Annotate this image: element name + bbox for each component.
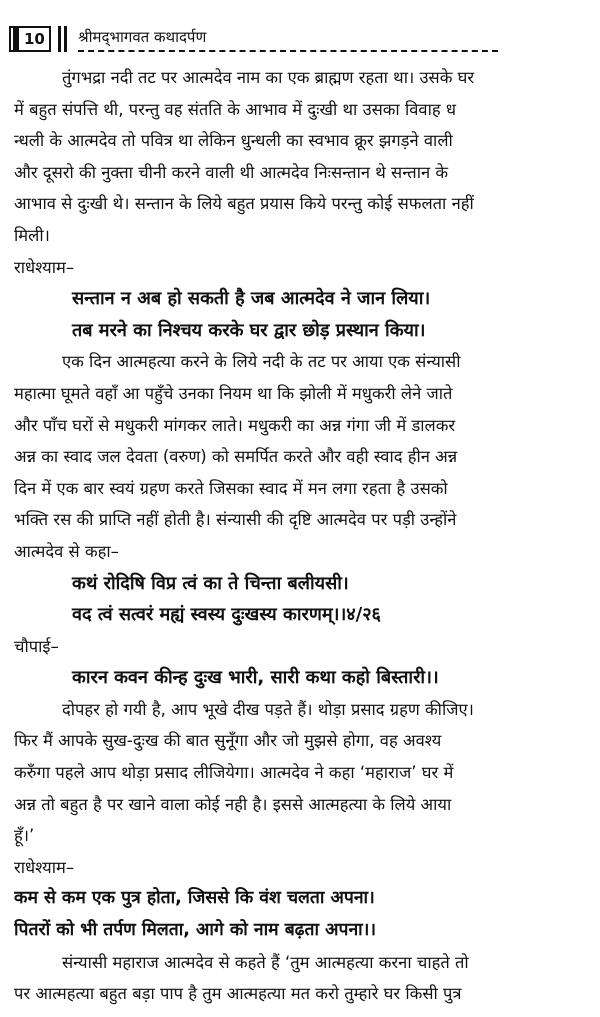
- page-number: 10: [24, 30, 45, 48]
- text-line: महात्मा घूमते वहाँ आ पहुँचे उनका नियम था कि झोली में मधुकरी लेने जाते: [14, 383, 453, 403]
- text-line: और पाँच घरों से मधुकरी मांगकर लाते। मधुकरी का अन्न गंगा जी में डालकर: [14, 415, 456, 435]
- text-line: फिर मैं आपके सुख-दुःख की बात सुनूँगा और जो मुझसे होगा, वह अवश्य: [14, 731, 442, 751]
- page-header: [0, 22, 600, 52]
- page-number-bar: [13, 28, 19, 50]
- text-line: में बहुत संपत्ति थी, परन्तु वह संतति के आभाव में दुःखी था उसका विवाह ध: [14, 99, 457, 119]
- text-line: चौपाई–: [14, 636, 59, 656]
- text-line: हूँ।’: [14, 826, 35, 846]
- text-line: एक दिन आत्महत्या करने के लिये नदी के तट पर आया एक संन्यासी: [62, 352, 461, 372]
- text-line: पर आत्महत्या बहुत बड़ा पाप है तुम आत्महत्या मत करो तुम्हारे घर किसी पुत्र: [14, 984, 462, 1004]
- text-line: और दूसरो की नुक्ता चीनी करने वाली थी आत्मदेव निःसन्तान थे सन्तान के: [14, 162, 449, 182]
- text-line: भक्ति रस की प्राप्ति नहीं होती है। संन्यासी की दृष्टि आत्मदेव पर पड़ी उन्होंने: [14, 510, 457, 530]
- text-line: संन्यासी महाराज आत्मदेव से कहते हैं ‘तुम आत्महत्या करना चाहते तो: [62, 952, 469, 972]
- text-line: पितरों को भी तर्पण मिलता, आगे को नाम बढ़ता अपना।।: [14, 920, 376, 941]
- page-number-box: [9, 26, 51, 52]
- text-line: कम से कम एक पुत्र होता, जिससे कि वंश चलता अपना।: [14, 888, 375, 909]
- text-line: आत्मदेव से कहा–: [14, 541, 119, 561]
- text-line: राधेश्याम–: [14, 257, 75, 277]
- header-rule: [58, 26, 61, 52]
- page-body: [14, 62, 592, 1010]
- text-line: अन्न तो बहुत है पर खाने वाला कोई नही है। इससे आत्महत्या के लिये आया: [14, 794, 452, 814]
- text-line: मिली।: [14, 225, 50, 245]
- header-dashed-rule: [78, 50, 498, 52]
- text-line: न्धली के आत्मदेव तो पवित्र था लेकिन धुन्धली का स्वभाव क्रूर झगड़ने वाली: [14, 131, 453, 151]
- text-line: दिन में एक बार स्वयं ग्रहण करते जिसका स्वाद में मन लगा रहता है उसको: [14, 478, 448, 498]
- text-line: राधेश्याम–: [14, 857, 75, 877]
- text-line: कारन कवन कीन्ह दुःख भारी, सारी कथा कहो बिस्तारी।।: [72, 667, 439, 689]
- text-line: आभाव से दुःखी थे। सन्तान के लिये बहुत प्रयास किये परन्तु कोई सफलता नहीं: [14, 194, 474, 214]
- text-line: वद त्वं सत्वरं मह्यं स्वस्य दुःखस्य कारणम्।।४/२६: [72, 604, 381, 626]
- text-line: करुँगा पहले आप थोड़ा प्रसाद लीजियेगा। आत्मदेव ने कहा ‘महाराज’ घर में: [14, 763, 454, 783]
- text-line: तब मरने का निश्चय करके घर द्वार छोड़ प्रस्थान किया।: [72, 319, 426, 341]
- text-line: अन्न का स्वाद जल देवता (वरुण) को समर्पित करते और वही स्वाद हीन अन्न: [14, 447, 458, 467]
- text-line: कथं रोदिषि विप्र त्वं का ते चिन्ता बलीयसी।: [72, 572, 349, 594]
- header-rule: [64, 26, 67, 52]
- text-line: दोपहर हो गयी है, आप भूखे दीख पड़ते हैं। थोड़ा प्रसाद ग्रहण कीजिए।: [62, 699, 474, 719]
- text-line: तुंगभद्रा नदी तट पर आत्मदेव नाम का एक ब्राह्मण रहता था। उसके घर: [62, 68, 475, 87]
- text-line: सन्तान न अब हो सकती है जब आत्मदेव ने जान लिया।: [72, 288, 431, 310]
- running-title: श्रीमद्‌भागवत कथादर्पण: [78, 28, 207, 46]
